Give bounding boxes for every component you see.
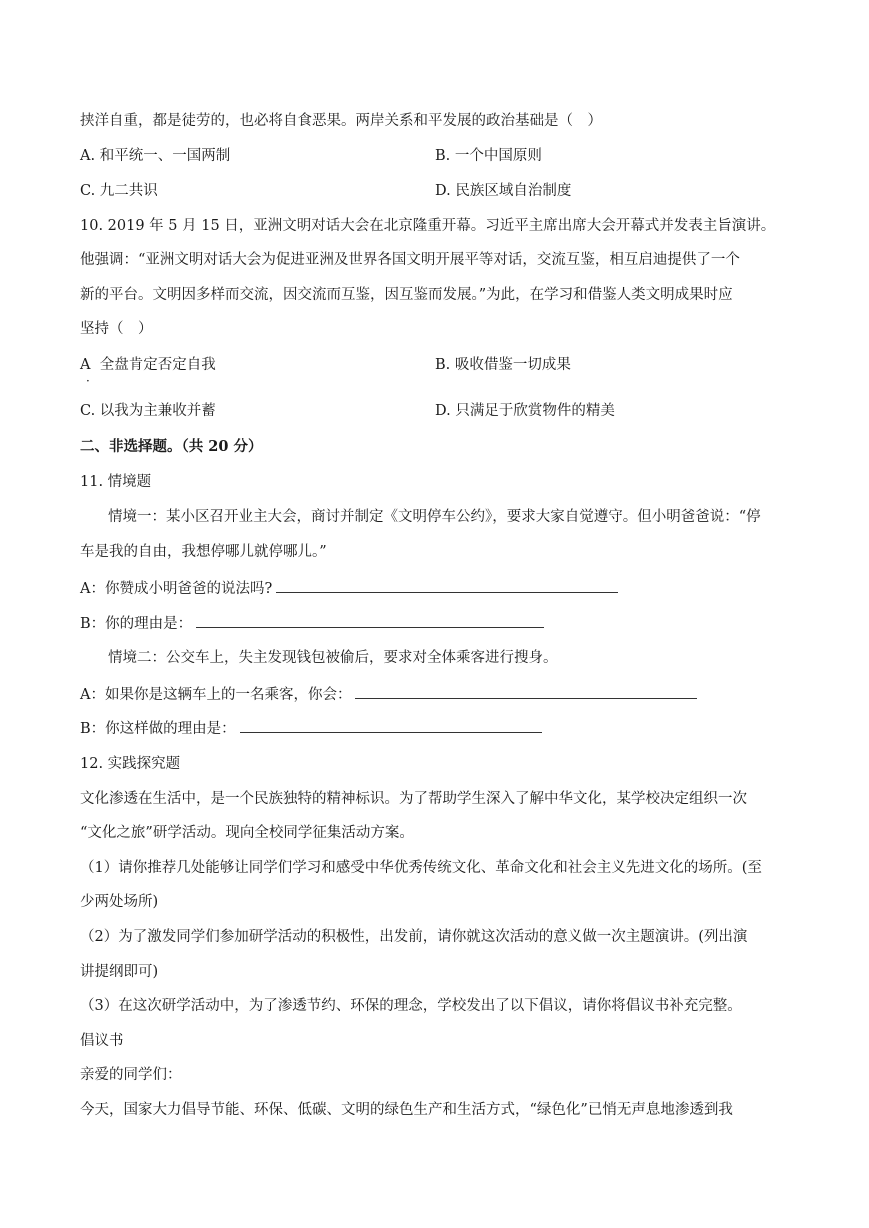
q12-item-1-line-2: 少两处场所) xyxy=(80,894,159,910)
q12-intro-line-2: “文化之旅”研学活动。现向全校同学征集活动方案。 xyxy=(80,825,414,841)
proposal-body-line-1: 今天，国家大力倡导节能、环保、低碳、文明的绿色生产和生活方式，“绿色化”已悄无声息地渗透到我 xyxy=(80,1102,733,1118)
q12-item-2-line-2: 讲提纲即可) xyxy=(80,964,159,980)
answer-blank-b2[interactable] xyxy=(240,718,542,733)
q11-title: 11. 情境题 xyxy=(80,474,152,490)
q11-question-b1: B：你的理由是： xyxy=(80,613,544,634)
q12-item-1-line-1: （1）请你推荐几处能够让同学们学习和感受中华优秀传统文化、革命文化和社会主义先进文化的场所。(至 xyxy=(80,860,762,876)
q9-option-a: A. 和平统一、一国两制 xyxy=(80,148,231,164)
q9-option-c: C. 九二共识 xyxy=(80,183,158,199)
q11-scenario-1-line-1: 情境一：某小区召开业主大会，商讨并制定《文明停车公约》，要求大家自觉遵守。但小明爸爸说：“停 xyxy=(108,509,761,525)
q12-item-2-line-1: （2）为了激发同学们参加研学活动的积极性，出发前，请你就这次活动的意义做一次主题演讲。(列出演 xyxy=(80,929,748,945)
q9-option-d: D. 民族区域自治制度 xyxy=(435,183,572,199)
q9-option-b: B. 一个中国原则 xyxy=(435,148,542,164)
proposal-title: 倡议书 xyxy=(80,1033,124,1049)
answer-blank-b1[interactable] xyxy=(196,613,544,628)
q10-option-a-dot: · xyxy=(86,374,90,388)
q11-scenario-2: 情境二：公交车上，失主发现钱包被偷后，要求对全体乘客进行搜身。 xyxy=(108,650,558,666)
q10-option-b: B. 吸收借鉴一切成果 xyxy=(435,357,571,373)
q9-continuation: 挟洋自重，都是徒劳的，也必将自食恶果。两岸关系和平发展的政治基础是（ ） xyxy=(80,113,602,129)
answer-blank-a1[interactable] xyxy=(276,578,618,593)
q11-question-b2: B：你这样做的理由是： xyxy=(80,718,542,739)
q10-line-2: 他强调：“亚洲文明对话大会为促进亚洲及世界各国文明开展平等对话，交流互鉴，相互启迪提供了一个 xyxy=(80,252,740,268)
q12-intro-line-1: 文化渗透在生活中，是一个民族独特的精神标识。为了帮助学生深入了解中华文化，某学校决定组织一次 xyxy=(80,791,747,807)
proposal-greeting: 亲爱的同学们： xyxy=(80,1067,182,1083)
section-2-heading: 二、非选择题。（共 20 分） xyxy=(80,438,263,455)
q10-option-a: A 全盘肯定否定自我 xyxy=(80,357,216,373)
q12-title: 12. 实践探究题 xyxy=(80,756,181,772)
q11-scenario-1-line-2: 车是我的自由，我想停哪儿就停哪儿。” xyxy=(80,544,327,560)
answer-blank-a2[interactable] xyxy=(355,684,697,699)
q10-line-3: 新的平台。文明因多样而交流，因交流而互鉴，因互鉴而发展。”为此，在学习和借鉴人类文明成果时应 xyxy=(80,287,733,303)
q11-question-a1: A：你赞成小明爸爸的说法吗? xyxy=(80,578,618,599)
q12-item-3: （3）在这次研学活动中，为了渗透节约、环保的理念，学校发出了以下倡议，请你将倡议书补充完整。 xyxy=(80,998,742,1014)
q11-question-a2: A：如果你是这辆车上的一名乘客，你会： xyxy=(80,684,697,705)
q10-line-1: 10. 2019 年 5 月 15 日，亚洲文明对话大会在北京隆重开幕。习近平主席出席大会开幕式并发表主旨演讲。 xyxy=(80,218,776,234)
q10-option-c: C. 以我为主兼收并蓄 xyxy=(80,403,216,419)
q10-option-d: D. 只满足于欣赏物件的精美 xyxy=(435,403,615,419)
q10-line-4: 坚持（ ） xyxy=(80,321,153,337)
